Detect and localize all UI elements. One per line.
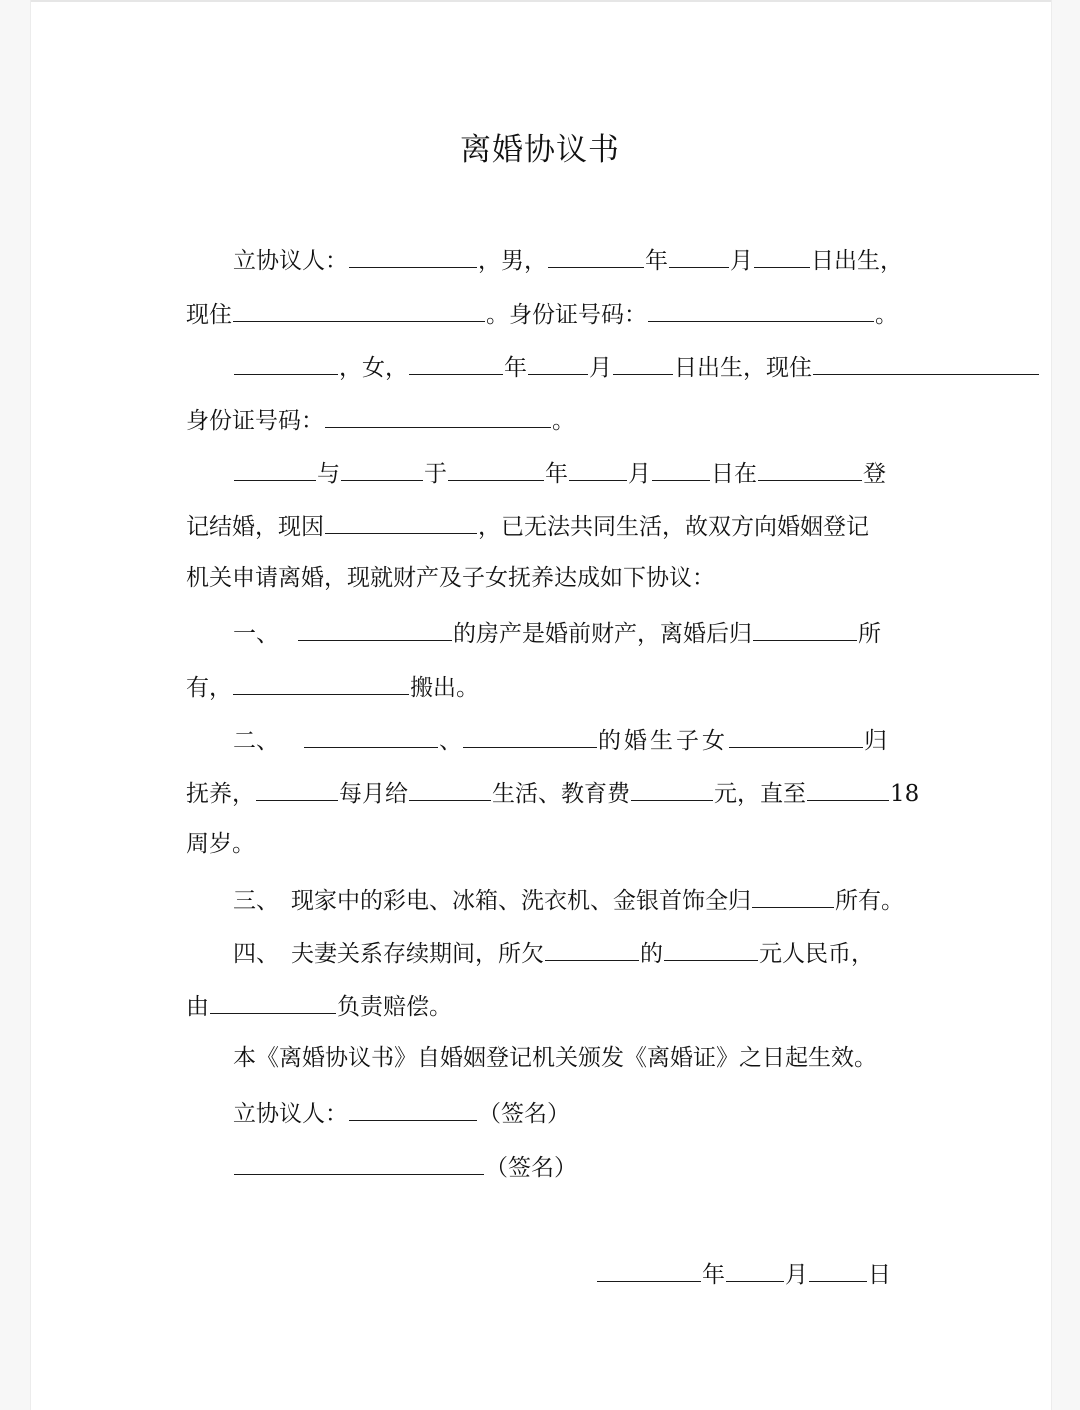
- moving-out-party-field[interactable]: [233, 670, 409, 695]
- marriage-month-field[interactable]: [569, 456, 627, 481]
- party-a-line: 立协议人： ，男， 年 月 日出生，: [233, 243, 903, 273]
- party-a-birth-day-field[interactable]: [754, 243, 810, 268]
- payer-field[interactable]: [409, 776, 491, 801]
- clause-2-end-line: 周岁。: [186, 831, 255, 857]
- effective-clause-line: 本《离婚协议书》自婚姻登记机关颁发《离婚证》之日起生效。: [233, 1045, 877, 1071]
- sign-year-field[interactable]: [597, 1257, 701, 1282]
- signature-field-1[interactable]: [349, 1096, 477, 1121]
- clause-4-cont-line: 由 负责赔偿。: [186, 989, 452, 1019]
- sign-day-field[interactable]: [809, 1257, 867, 1282]
- date-line: 年 月 日: [596, 1257, 891, 1287]
- marriage-day-field[interactable]: [652, 456, 710, 481]
- parent-1-field[interactable]: [304, 723, 438, 748]
- clause-1-line: 一、 的房产是婚前财产，离婚后归 所: [233, 616, 881, 646]
- party-b-id-number-field[interactable]: [325, 403, 551, 428]
- signature-field-2[interactable]: [234, 1150, 484, 1175]
- marriage-year-field[interactable]: [448, 456, 544, 481]
- party-a-birth-year-field[interactable]: [548, 243, 644, 268]
- parent-2-field[interactable]: [463, 723, 597, 748]
- child-until-field[interactable]: [807, 776, 889, 801]
- party-a-birth-month-field[interactable]: [669, 243, 729, 268]
- clause-3-line: 三、 现家中的彩电、冰箱、洗衣机、金银首饰全归 所有。: [233, 883, 904, 913]
- document-title: 离婚协议书: [460, 132, 620, 168]
- signature-line-1: 立协议人： （签名）: [233, 1096, 570, 1126]
- creditor-field[interactable]: [545, 936, 639, 961]
- clause-2-cont-line: 抚养， 每月给 生活、教育费 元，直至 18: [186, 776, 919, 806]
- party-b-birth-month-field[interactable]: [528, 350, 588, 375]
- sign-month-field[interactable]: [726, 1257, 784, 1282]
- party-a-name-field[interactable]: [349, 243, 477, 268]
- spouse-2-name-field[interactable]: [341, 456, 423, 481]
- marriage-registration-line: 与 于 年 月 日在 登: [233, 456, 886, 486]
- registration-place-field[interactable]: [758, 456, 862, 481]
- household-items-owner-field[interactable]: [752, 883, 834, 908]
- divorce-reason-field[interactable]: [325, 509, 477, 534]
- divorce-reason-line: 记结婚，现因 ，已无法共同生活，故双方向婚姻登记: [186, 509, 869, 539]
- spouse-1-name-field[interactable]: [234, 456, 316, 481]
- party-b-name-field[interactable]: [234, 350, 338, 375]
- party-b-birth-year-field[interactable]: [409, 350, 503, 375]
- property-location-field[interactable]: [298, 616, 452, 641]
- party-b-id-line: 身份证号码： 。: [186, 403, 575, 433]
- monthly-amount-field[interactable]: [631, 776, 713, 801]
- debt-amount-field[interactable]: [664, 936, 758, 961]
- party-b-address-field[interactable]: [813, 350, 1039, 375]
- party-a-address-field[interactable]: [233, 297, 485, 322]
- document-page: [30, 0, 1052, 1410]
- party-b-birth-day-field[interactable]: [613, 350, 673, 375]
- agreement-intro-line: 机关申请离婚，现就财产及子女抚养达成如下协议：: [186, 565, 715, 591]
- property-owner-field[interactable]: [753, 616, 857, 641]
- clause-1-cont-line: 有， 搬出。: [186, 670, 479, 700]
- party-b-line: ，女， 年 月 日出生，现住: [233, 350, 1040, 380]
- custodian-field[interactable]: [256, 776, 338, 801]
- clause-4-line: 四、 夫妻关系存续期间，所欠 的 元人民币，: [233, 936, 874, 966]
- party-a-address-line: 现住 。身份证号码： 。: [186, 297, 898, 327]
- party-a-id-number-field[interactable]: [648, 297, 874, 322]
- clause-2-line: 二、 、 的婚生子女 归: [233, 723, 887, 753]
- child-name-field[interactable]: [729, 723, 863, 748]
- signature-line-2: （签名）: [233, 1150, 577, 1180]
- debt-payer-field[interactable]: [210, 989, 336, 1014]
